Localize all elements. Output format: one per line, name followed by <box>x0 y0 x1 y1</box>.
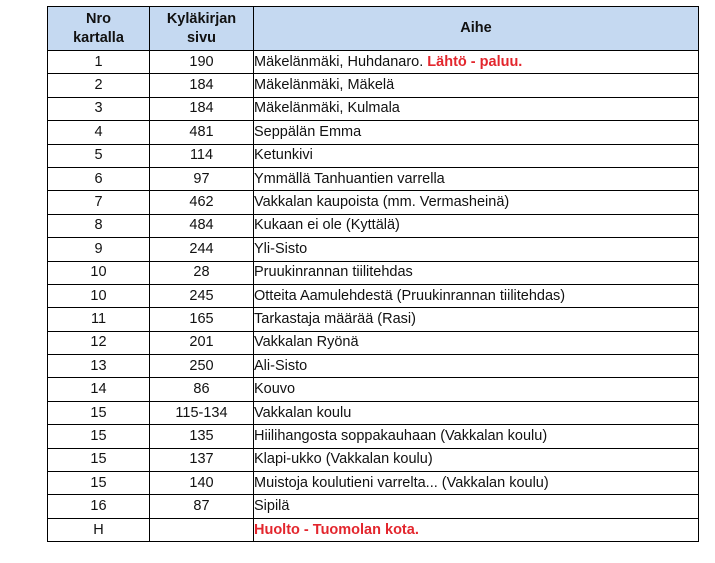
cell-topic <box>254 401 699 424</box>
topic-text: Klapi-ukko (Vakkalan koulu) <box>254 451 433 468</box>
cell-book-page: 244 <box>150 238 254 261</box>
topic-text: Pruukinrannan tiilitehdas <box>254 264 413 281</box>
cell-book-page <box>150 518 254 541</box>
topic-text: Ymmällä Tanhuantien varrella <box>254 170 445 187</box>
table-row <box>48 495 699 518</box>
table-row <box>48 214 699 237</box>
header-map-number <box>48 7 150 51</box>
table-row <box>48 238 699 261</box>
cell-topic <box>254 191 699 214</box>
cell-map-number: 4 <box>48 121 150 144</box>
cell-map-number: H <box>48 518 150 541</box>
topic-text: Muistoja koulutieni varrelta... (Vakkalan koulu) <box>254 474 549 491</box>
topic-text: Tarkastaja määrää (Rasi) <box>254 310 416 327</box>
cell-book-page: 484 <box>150 214 254 237</box>
topic-text: Vakkalan Ryönä <box>254 334 359 351</box>
table-header-row <box>48 7 699 51</box>
cell-topic <box>254 97 699 120</box>
cell-topic <box>254 284 699 307</box>
topic-text: Mäkelänmäki, Huhdanaro. <box>254 53 424 70</box>
cell-map-number: 3 <box>48 97 150 120</box>
topic-text: Sipilä <box>254 498 290 515</box>
table-row <box>48 472 699 495</box>
table-row <box>48 261 699 284</box>
cell-map-number: 14 <box>48 378 150 401</box>
cell-topic <box>254 495 699 518</box>
topic-text: Otteita Aamulehdestä (Pruukinrannan tiilitehdas) <box>254 287 566 304</box>
cell-book-page: 462 <box>150 191 254 214</box>
topic-highlight: Lähtö - paluu. <box>427 53 523 70</box>
topic-text: Kukaan ei ole (Kyttälä) <box>254 217 400 234</box>
cell-book-page: 86 <box>150 378 254 401</box>
cell-topic <box>254 144 699 167</box>
topic-text: Seppälän Emma <box>254 123 362 140</box>
cell-book-page: 201 <box>150 331 254 354</box>
cell-map-number: 10 <box>48 284 150 307</box>
cell-book-page: 184 <box>150 74 254 97</box>
cell-book-page: 481 <box>150 121 254 144</box>
cell-book-page: 184 <box>150 97 254 120</box>
cell-topic <box>254 51 699 74</box>
table-row <box>48 355 699 378</box>
topic-text: Mäkelänmäki, Mäkelä <box>254 77 395 94</box>
table-row <box>48 331 699 354</box>
cell-map-number: 16 <box>48 495 150 518</box>
table-row <box>48 121 699 144</box>
cell-map-number: 10 <box>48 261 150 284</box>
table-row <box>48 308 699 331</box>
cell-book-page: 245 <box>150 284 254 307</box>
cell-book-page: 115-134 <box>150 401 254 424</box>
topic-text: Vakkalan kaupoista (mm. Vermasheinä) <box>254 194 510 211</box>
header-book-page <box>150 7 254 51</box>
cell-map-number: 6 <box>48 167 150 190</box>
cell-book-page: 137 <box>150 448 254 471</box>
cell-topic <box>254 378 699 401</box>
cell-topic <box>254 74 699 97</box>
cell-topic <box>254 331 699 354</box>
table-row <box>48 74 699 97</box>
table-row <box>48 191 699 214</box>
cell-topic <box>254 121 699 144</box>
cell-book-page: 135 <box>150 425 254 448</box>
cell-book-page: 97 <box>150 167 254 190</box>
cell-book-page: 250 <box>150 355 254 378</box>
cell-map-number: 15 <box>48 472 150 495</box>
table-row <box>48 284 699 307</box>
cell-topic <box>254 355 699 378</box>
cell-map-number: 7 <box>48 191 150 214</box>
cell-map-number: 15 <box>48 425 150 448</box>
table-row <box>48 167 699 190</box>
cell-topic <box>254 472 699 495</box>
table-row <box>48 144 699 167</box>
table-row <box>48 401 699 424</box>
cell-map-number: 2 <box>48 74 150 97</box>
header-book-page-line1: Kyläkirjan <box>166 10 237 27</box>
topic-text: Ketunkivi <box>254 147 313 164</box>
table-row <box>48 51 699 74</box>
table-row <box>48 518 699 541</box>
cell-map-number: 13 <box>48 355 150 378</box>
topic-text: Ali-Sisto <box>254 357 308 374</box>
table-row <box>48 448 699 471</box>
cell-topic <box>254 214 699 237</box>
table-row <box>48 425 699 448</box>
cell-topic <box>254 448 699 471</box>
cell-topic <box>254 425 699 448</box>
cell-map-number: 9 <box>48 238 150 261</box>
table-row <box>48 378 699 401</box>
cell-map-number: 15 <box>48 448 150 471</box>
cell-topic <box>254 261 699 284</box>
cell-topic <box>254 518 699 541</box>
cell-topic <box>254 308 699 331</box>
topic-highlight: Huolto - Tuomolan kota. <box>254 521 419 538</box>
cell-map-number: 1 <box>48 51 150 74</box>
cell-map-number: 15 <box>48 401 150 424</box>
cell-book-page: 28 <box>150 261 254 284</box>
topic-text: Vakkalan koulu <box>254 404 352 421</box>
topic-text: Hiilihangosta soppakauhaan (Vakkalan koulu) <box>254 427 548 444</box>
topic-text: Kouvo <box>254 381 296 398</box>
route-stops-table <box>47 6 699 542</box>
cell-topic <box>254 238 699 261</box>
cell-topic <box>254 167 699 190</box>
cell-map-number: 8 <box>48 214 150 237</box>
header-map-number-line1: Nro <box>86 10 111 27</box>
header-map-number-line2: kartalla <box>73 29 124 46</box>
cell-book-page: 114 <box>150 144 254 167</box>
cell-map-number: 5 <box>48 144 150 167</box>
topic-text: Yli-Sisto <box>254 240 308 257</box>
cell-book-page: 140 <box>150 472 254 495</box>
cell-book-page: 165 <box>150 308 254 331</box>
cell-map-number: 12 <box>48 331 150 354</box>
cell-map-number: 11 <box>48 308 150 331</box>
cell-book-page: 190 <box>150 51 254 74</box>
header-topic: Aihe <box>254 7 699 51</box>
table-row <box>48 97 699 120</box>
header-book-page-line2: sivu <box>186 29 216 46</box>
topic-text: Mäkelänmäki, Kulmala <box>254 100 400 117</box>
cell-book-page: 87 <box>150 495 254 518</box>
